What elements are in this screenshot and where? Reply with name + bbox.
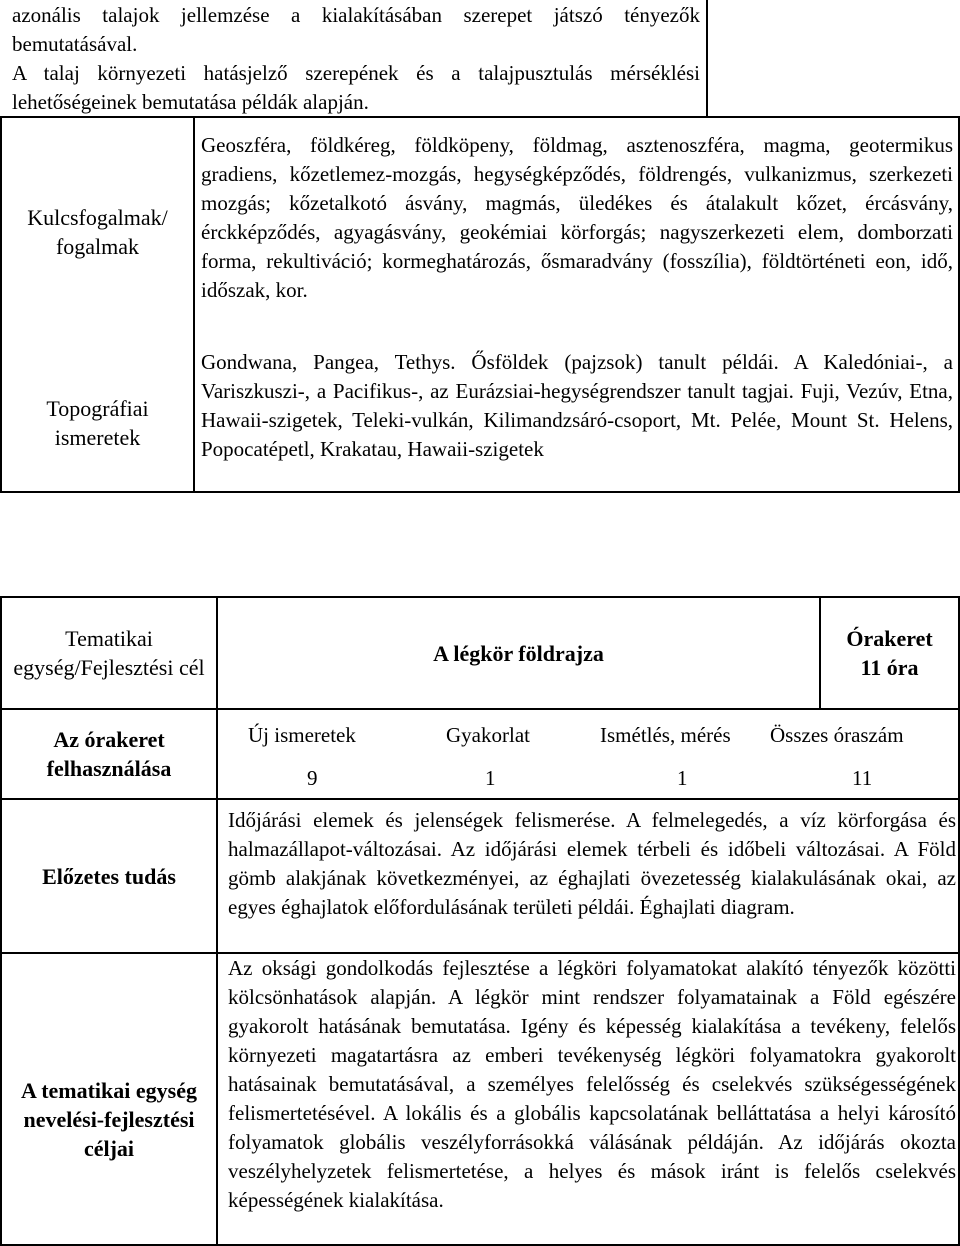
usage-header-total: Összes óraszám bbox=[770, 723, 904, 747]
hours-cell bbox=[821, 598, 958, 708]
usage-value-practice: 1 bbox=[485, 766, 496, 790]
top-line-2: A talaj környezeti hatásjelző szerepének és a talajpusztulás mérséklési lehetőségeinek bemutatása példák alapján. bbox=[12, 61, 700, 114]
usage-header-review: Ismétlés, mérés bbox=[600, 723, 731, 747]
unit-label-cell bbox=[2, 598, 216, 708]
prior-text: Időjárási elemek és jelenségek felismerése. A felmelegedés, a víz körforgása és halmazállapot-változásai. Az időjárási elemek térbeli és időbeli változásai. A Föld gömb alakjának következményei, az éghajlati övezetesség kialakulásának okai, az egyes éghajlatok előfordulásának területi példái. Éghajlati diagram. bbox=[228, 808, 956, 919]
usage-label-cell bbox=[2, 710, 216, 798]
usage-label: Az órakeret felhasználása bbox=[46, 727, 172, 781]
key-concepts-label-cell bbox=[2, 118, 193, 346]
prior-label-cell bbox=[2, 800, 216, 952]
goals-text: Az oksági gondolkodás fejlesztése a légköri folyamatokat alakító tényezők közötti kölcsönhatások alapján. A légkör mint rendszer folyamatainak a Föld egészére gyakorolt hatásának bemutatása. Igény és képesség kialakítása a tevékeny, felelős környezeti magatartásra az emberi tevékenység légköri folyamatokra gyakorolt hatásainak bemutatásával, a személyes felelősség és cselekvés szükségességének felismertetésével. A lokális és a globális kapcsolatának belláttatása a helyi károsító folyamatok globális veszélyforrásokká válásának példáján. Az időjárás okozta veszélyhelyzetek felismertetése, a helyes és mások iránt is felelős cselekvés képességének kialakítása. bbox=[228, 956, 956, 1212]
usage-value-new: 9 bbox=[307, 766, 318, 790]
topographic-label: Topográfiai ismeretek bbox=[46, 395, 149, 450]
goals-label: A tematikai egység nevelési-fejlesztési céljai bbox=[21, 1077, 197, 1161]
usage-value-review: 1 bbox=[677, 766, 688, 790]
goals-label-cell bbox=[2, 954, 216, 1244]
usage-value-total: 11 bbox=[852, 766, 873, 790]
usage-values bbox=[218, 761, 958, 795]
unit-title: A légkör földrajza bbox=[433, 640, 604, 666]
prior-label: Előzetes tudás bbox=[42, 863, 176, 889]
key-concepts-text: Geoszféra, földkéreg, földköpeny, földmag, asztenoszféra, magma, geotermikus gradiens, kőzetlemez-mozgás, hegységképződés, földrengés, vulkanizmus, szerkezeti mozgás; kőzetalkotó ásvány, magmás, üledékes és átalakult kőzet, ércásvány, érckképződés, agyagásvány, geokémiai körforgás; nagyszerkezeti elem, domborzati forma, rekultiváció; kormeghatározás, ősmaradvány (fosszília), földtörténeti eon, idő, időszak, kor. bbox=[201, 133, 953, 302]
hours-label: Órakeret bbox=[846, 626, 933, 651]
topographic-text: Gondwana, Pangea, Tethys. Ősföldek (pajzsok) tanult példái. A Kaledóniai-, a Variszkuszi-, a Pacifikus-, az Eurázsiai-hegységrendszer tanult tagjai. Fuji, Vezúv, Etna, Hawaii-szigetek, Teleki-vulkán, Kilimandzsáró-csoport, Mt. Pelée, Mount St. Helens, Popocatépetl, Krakatau, Hawaii-szigetek bbox=[201, 350, 953, 461]
hours-value: 11 óra bbox=[860, 655, 919, 680]
unit-label: Tematikai egység/Fejlesztési cél bbox=[13, 626, 205, 680]
unit-title-cell bbox=[218, 598, 819, 708]
usage-headers bbox=[218, 718, 958, 752]
usage-header-new: Új ismeretek bbox=[248, 723, 356, 747]
topographic-label-cell bbox=[2, 346, 193, 491]
top-block bbox=[0, 0, 708, 118]
key-concepts-label: Kulcsfogalmak/ fogalmak bbox=[27, 205, 168, 259]
top-block-text bbox=[12, 1, 700, 117]
concepts-table-divider bbox=[193, 116, 195, 493]
usage-header-practice: Gyakorlat bbox=[446, 723, 530, 747]
top-line-1: azonális talajok jellemzése a kialakításában szerepet játszó tényezők bemutatásával. bbox=[12, 3, 700, 56]
